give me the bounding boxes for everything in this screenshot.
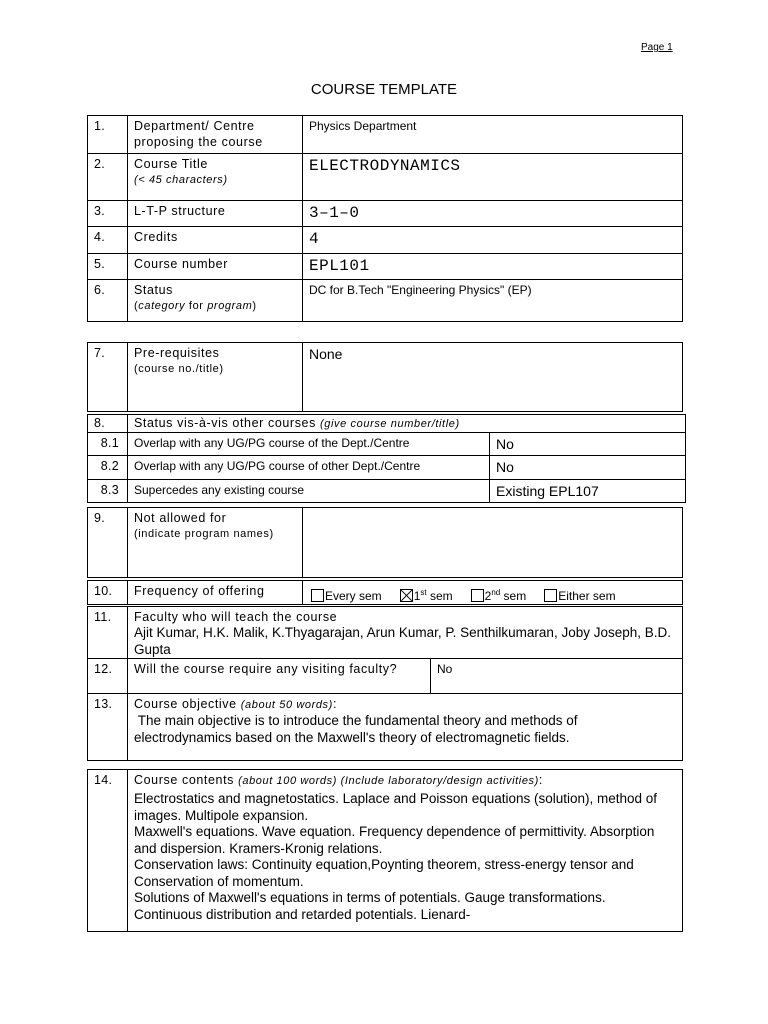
table-row — [88, 343, 683, 412]
row-number: 5. — [88, 254, 128, 280]
status-value: DC for B.Tech "Engineering Physics" (EP) — [303, 280, 683, 322]
visiting-faculty-label: Will the course require any visiting faculty? — [128, 659, 431, 694]
objective-label: Course objective (about 50 words): — [134, 697, 338, 711]
row-number: 8.2 — [88, 456, 128, 480]
checkbox-second-sem[interactable] — [471, 589, 484, 602]
contents-cell — [128, 770, 683, 932]
course-title-label-text: Course Title — [134, 157, 208, 171]
contents-paragraph: Maxwell's equations. Wave equation. Frequency dependence of permittivity. Absorption and dispersion. Kramers-Kronig relations. — [134, 824, 655, 856]
table-row — [88, 433, 686, 456]
frequency-table — [87, 580, 683, 605]
status-label — [128, 280, 303, 322]
checkbox-every-sem[interactable] — [311, 589, 324, 602]
prerequisites-value: None — [303, 343, 683, 412]
faculty-table — [87, 606, 683, 761]
contents-paragraph: Electrostatics and magnetostatics. Laplace and Poisson equations (solution), method of images. Multipole expansion. — [134, 791, 658, 823]
table-row — [88, 227, 683, 254]
row-number: 8.1 — [88, 433, 128, 456]
row-number: 11. — [88, 607, 128, 659]
supercedes-value: Existing EPL107 — [490, 480, 686, 503]
row-number: 2. — [88, 154, 128, 201]
frequency-label: Frequency of offering — [128, 581, 303, 605]
prerequisites-hint: (course no./title) — [134, 363, 224, 375]
row-number: 8. — [88, 415, 128, 433]
department-value: Physics Department — [303, 116, 683, 154]
course-info-table — [87, 115, 683, 322]
overlap-other-dept-value: No — [490, 456, 686, 480]
overlap-dept-label: Overlap with any UG/PG course of the Dept./Centre — [128, 433, 490, 456]
table-row — [88, 201, 683, 227]
course-number-value: EPL101 — [303, 254, 683, 280]
row-number: 4. — [88, 227, 128, 254]
not-allowed-table — [87, 507, 683, 578]
not-allowed-value — [303, 508, 683, 578]
row-number: 12. — [88, 659, 128, 694]
row-number: 14. — [88, 770, 128, 932]
course-title-label — [128, 154, 303, 201]
table-row — [88, 770, 683, 932]
not-allowed-label — [128, 508, 303, 578]
supercedes-label: Supercedes any existing course — [128, 480, 490, 503]
checkbox-either-sem[interactable] — [544, 589, 557, 602]
contents-table — [87, 769, 683, 932]
contents-label: Course contents (about 100 words) (Include laboratory/design activities): — [134, 773, 543, 787]
document-title: COURSE TEMPLATE — [310, 81, 458, 98]
not-allowed-hint: (indicate program names) — [134, 528, 274, 540]
course-title-hint: (< 45 characters) — [134, 174, 228, 186]
overlap-dept-value: No — [490, 433, 686, 456]
table-row — [88, 415, 686, 433]
status-vis-a-vis-table — [87, 414, 686, 503]
table-row — [88, 154, 683, 201]
row-number: 9. — [88, 508, 128, 578]
option-second-sem[interactable]: 2nd sem — [471, 589, 527, 603]
contents-paragraph: Solutions of Maxwell's equations in terms of potentials. Gauge transformations. Continuous distribution and retarded potentials. Lienard- — [134, 890, 606, 922]
table-row — [88, 508, 683, 578]
faculty-value: Ajit Kumar, H.K. Malik, K.Thyagarajan, Arun Kumar, P. Senthilkumaran, Joby Joseph, B.D. Gupta — [134, 625, 672, 657]
prerequisites-label — [128, 343, 303, 412]
ltp-label: L-T-P structure — [128, 201, 303, 227]
row-number: 10. — [88, 581, 128, 605]
credits-value: 4 — [303, 227, 683, 254]
table-row — [88, 480, 686, 503]
course-number-label: Course number — [128, 254, 303, 280]
faculty-cell — [128, 607, 683, 659]
visiting-faculty-value: No — [431, 659, 683, 694]
status-vis-label: Status vis-à-vis other courses (give course number/title) — [128, 415, 686, 433]
objective-value: The main objective is to introduce the fundamental theory and methods of electrodynamics based on the Maxwell's theory of electromagnetic fields. — [134, 713, 582, 745]
prerequisites-table — [87, 342, 683, 412]
option-every-sem[interactable]: Every sem — [311, 589, 382, 603]
status-label-text: Status — [134, 283, 174, 297]
not-allowed-label-text: Not allowed for — [134, 511, 227, 525]
faculty-label: Faculty who will teach the course — [134, 610, 338, 624]
prerequisites-label-text: Pre-requisites — [134, 346, 220, 360]
row-number: 13. — [88, 694, 128, 761]
status-hint: (category for program) — [134, 300, 257, 312]
contents-paragraph: Conservation laws: Continuity equation,Poynting theorem, stress-energy tensor and Conservation of momentum. — [134, 857, 634, 889]
table-row — [88, 254, 683, 280]
option-either-sem[interactable]: Either sem — [544, 589, 615, 603]
table-row — [88, 116, 683, 154]
table-row — [88, 694, 683, 761]
table-row — [88, 659, 683, 694]
row-number: 6. — [88, 280, 128, 322]
checkbox-first-sem[interactable] — [400, 589, 413, 602]
row-number: 8.3 — [88, 480, 128, 503]
department-label: Department/ Centre proposing the course — [128, 116, 303, 154]
ltp-value: 3–1–0 — [303, 201, 683, 227]
option-first-sem[interactable]: 1st sem — [400, 589, 453, 603]
objective-cell — [128, 694, 683, 761]
frequency-options — [303, 581, 683, 605]
row-number: 3. — [88, 201, 128, 227]
row-number: 1. — [88, 116, 128, 154]
table-row — [88, 280, 683, 322]
row-number: 7. — [88, 343, 128, 412]
table-row — [88, 456, 686, 480]
page-number: Page 1 — [641, 42, 673, 53]
table-row — [88, 581, 683, 605]
credits-label: Credits — [128, 227, 303, 254]
overlap-other-dept-label: Overlap with any UG/PG course of other Dept./Centre — [128, 456, 490, 480]
course-title-value: ELECTRODYNAMICS — [303, 154, 683, 201]
table-row — [88, 607, 683, 659]
